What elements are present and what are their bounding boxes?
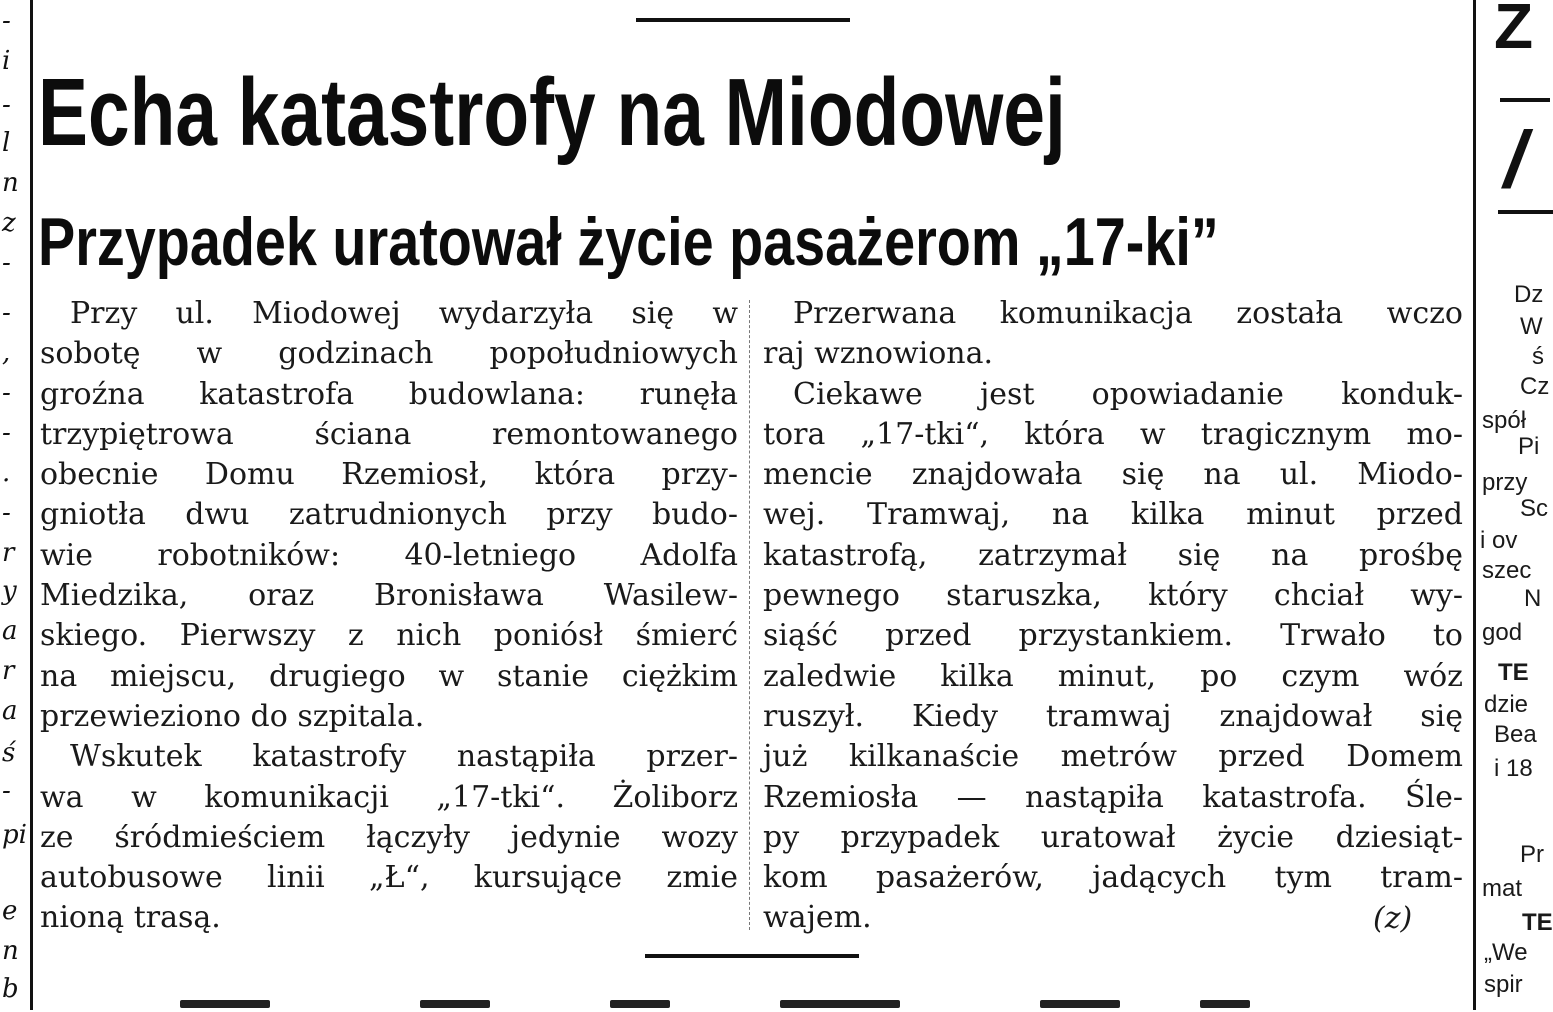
article-line: już kilkanaście metrów przed Domem	[763, 739, 1463, 775]
left-edge-fragment: a	[2, 616, 18, 646]
article-line: przewieziono do szpitala.	[40, 698, 425, 734]
top-separator-rule	[636, 18, 850, 22]
article-line: pewnego staruszka, który chciał wy-	[763, 578, 1463, 614]
left-edge-fragment: -	[2, 418, 11, 448]
left-edge-fragment: .	[2, 458, 11, 488]
right-edge-fragment: Sc	[1520, 495, 1549, 522]
article-line: tora „17-tki“, która w tragicznym mo-	[763, 416, 1463, 452]
right-column-rule	[1473, 0, 1476, 1010]
left-edge-fragment: l	[2, 128, 11, 158]
left-edge-fragment: y	[2, 576, 17, 606]
left-edge-fragment: -	[2, 90, 11, 120]
right-edge-fragment: i 18	[1494, 755, 1533, 782]
right-edge-fragment: Pi	[1518, 433, 1540, 460]
masthead-slash-glyph: /	[1504, 115, 1527, 204]
masthead-dash	[1500, 98, 1550, 102]
right-edge-fragment: TE	[1498, 659, 1529, 686]
subheadline: Przypadek uratował życie pasażerom „17-ki”	[38, 204, 1219, 280]
left-edge-fragment: -	[2, 378, 11, 408]
article-line: Ciekawe jest opowiadanie konduk-	[793, 376, 1463, 412]
right-edge-fragment: N	[1524, 585, 1542, 612]
article-column-1	[40, 294, 738, 939]
article-line: trzypiętrowa ściana remontowanego	[40, 416, 738, 452]
article-line: Rzemiosła — nastąpiła katastrofa. Śle-	[763, 779, 1463, 815]
right-edge-fragment: god	[1482, 619, 1523, 646]
left-edge-fragment: n	[2, 168, 19, 198]
article-line: wej. Tramwaj, na kilka minut przed	[763, 497, 1463, 533]
article-line: groźna katastrofa budowlana: runęła	[40, 376, 738, 412]
bottom-separator-rule	[645, 954, 859, 958]
next-headline-cutoff	[180, 1000, 1280, 1012]
left-edge-fragment: -	[2, 498, 11, 528]
article-line: kom pasażerów, jadących tym tram-	[763, 860, 1463, 896]
article-line: ze śródmieściem łączyły jedynie wozy	[40, 819, 738, 855]
article-line: Wskutek katastrofy nastąpiła przer-	[70, 739, 738, 775]
right-edge-fragment: „We	[1484, 939, 1528, 966]
right-edge-fragment: Bea	[1494, 721, 1537, 748]
left-edge-fragment: e	[2, 896, 18, 926]
left-edge-fragment: n	[2, 936, 19, 966]
article-line: sobotę w godzinach popołudniowych	[40, 336, 738, 372]
left-edge-fragment: pi	[2, 820, 27, 850]
right-edge-fragment: szec	[1482, 557, 1532, 584]
left-column-cutoff	[0, 0, 28, 1010]
right-edge-fragment: W	[1520, 313, 1543, 340]
article-line: Przerwana komunikacja została wczo	[793, 296, 1463, 331]
article-line: wie robotników: 40-letniego Adolfa	[40, 537, 738, 573]
left-edge-fragment: i	[2, 46, 11, 76]
right-edge-fragment: ś	[1532, 343, 1544, 370]
masthead-underline	[1498, 210, 1553, 214]
article-line: mencie znajdowała się na ul. Miodo-	[763, 457, 1463, 493]
article-line: siąść przed przystankiem. Trwało to	[763, 618, 1463, 654]
article-line: wajem.	[763, 900, 872, 936]
article-line: Miedzika, oraz Bronisława Wasilew-	[40, 578, 738, 614]
left-edge-fragment: r	[2, 538, 15, 568]
right-edge-fragment: przy	[1482, 469, 1528, 496]
article-line: katastrofą, zatrzymał się na prośbę	[763, 537, 1463, 573]
right-edge-fragment: Dz	[1514, 281, 1544, 308]
article-line: nioną trasą.	[40, 900, 221, 936]
article-line: autobusowe linii „Ł“, kursujące zmie	[40, 860, 738, 896]
headline: Echa katastrofy na Miodowej	[38, 59, 1066, 166]
right-edge-fragment: i ov	[1480, 527, 1518, 554]
left-edge-fragment: a	[2, 696, 18, 726]
masthead-letter: Z	[1494, 0, 1534, 62]
right-edge-fragment: dzie	[1484, 691, 1529, 718]
left-edge-fragment: -	[2, 298, 11, 328]
article-line: gniotła dwu zatrudnionych przy budo-	[40, 497, 738, 533]
left-edge-fragment: r	[2, 656, 15, 686]
right-edge-fragment: Cz	[1520, 373, 1550, 400]
author-signature: (z)	[1373, 900, 1413, 936]
article-line: zaledwie kilka minut, po czym wóz	[763, 658, 1463, 694]
article-line: obecnie Domu Rzemiosł, która przy-	[40, 457, 738, 493]
article-line: skiego. Pierwszy z nich poniósł śmierć	[40, 618, 738, 654]
left-edge-fragment: ,	[2, 338, 11, 368]
left-edge-fragment: b	[2, 974, 19, 1004]
left-edge-fragment: -	[2, 776, 11, 806]
right-edge-fragment: spół	[1482, 407, 1527, 434]
left-edge-fragment: ś	[2, 738, 16, 768]
right-edge-fragment: Pr	[1520, 841, 1544, 868]
right-edge-fragment: spir	[1484, 971, 1523, 998]
article-line: ruszył. Kiedy tramwaj znajdował się	[763, 698, 1463, 734]
right-edge-fragment: mat	[1482, 875, 1523, 902]
article-line: wa w komunikacji „17-tki“. Żoliborz	[40, 779, 738, 815]
left-column-rule	[30, 0, 33, 1010]
article-line: Przy ul. Miodowej wydarzyła się w	[70, 296, 738, 331]
left-edge-fragment: -	[2, 6, 11, 36]
article-line: py przypadek uratował życie dziesiąt-	[763, 819, 1463, 855]
column-divider	[749, 300, 751, 930]
article-line: raj wznowiona.	[763, 336, 994, 372]
right-column-cutoff	[1480, 0, 1553, 1010]
right-edge-fragment: TE	[1522, 909, 1553, 936]
article-column-2	[763, 294, 1463, 939]
article-line: na miejscu, drugiego w stanie ciężkim	[40, 658, 738, 694]
left-edge-fragment: -	[2, 248, 11, 278]
left-edge-fragment: z	[2, 208, 16, 238]
